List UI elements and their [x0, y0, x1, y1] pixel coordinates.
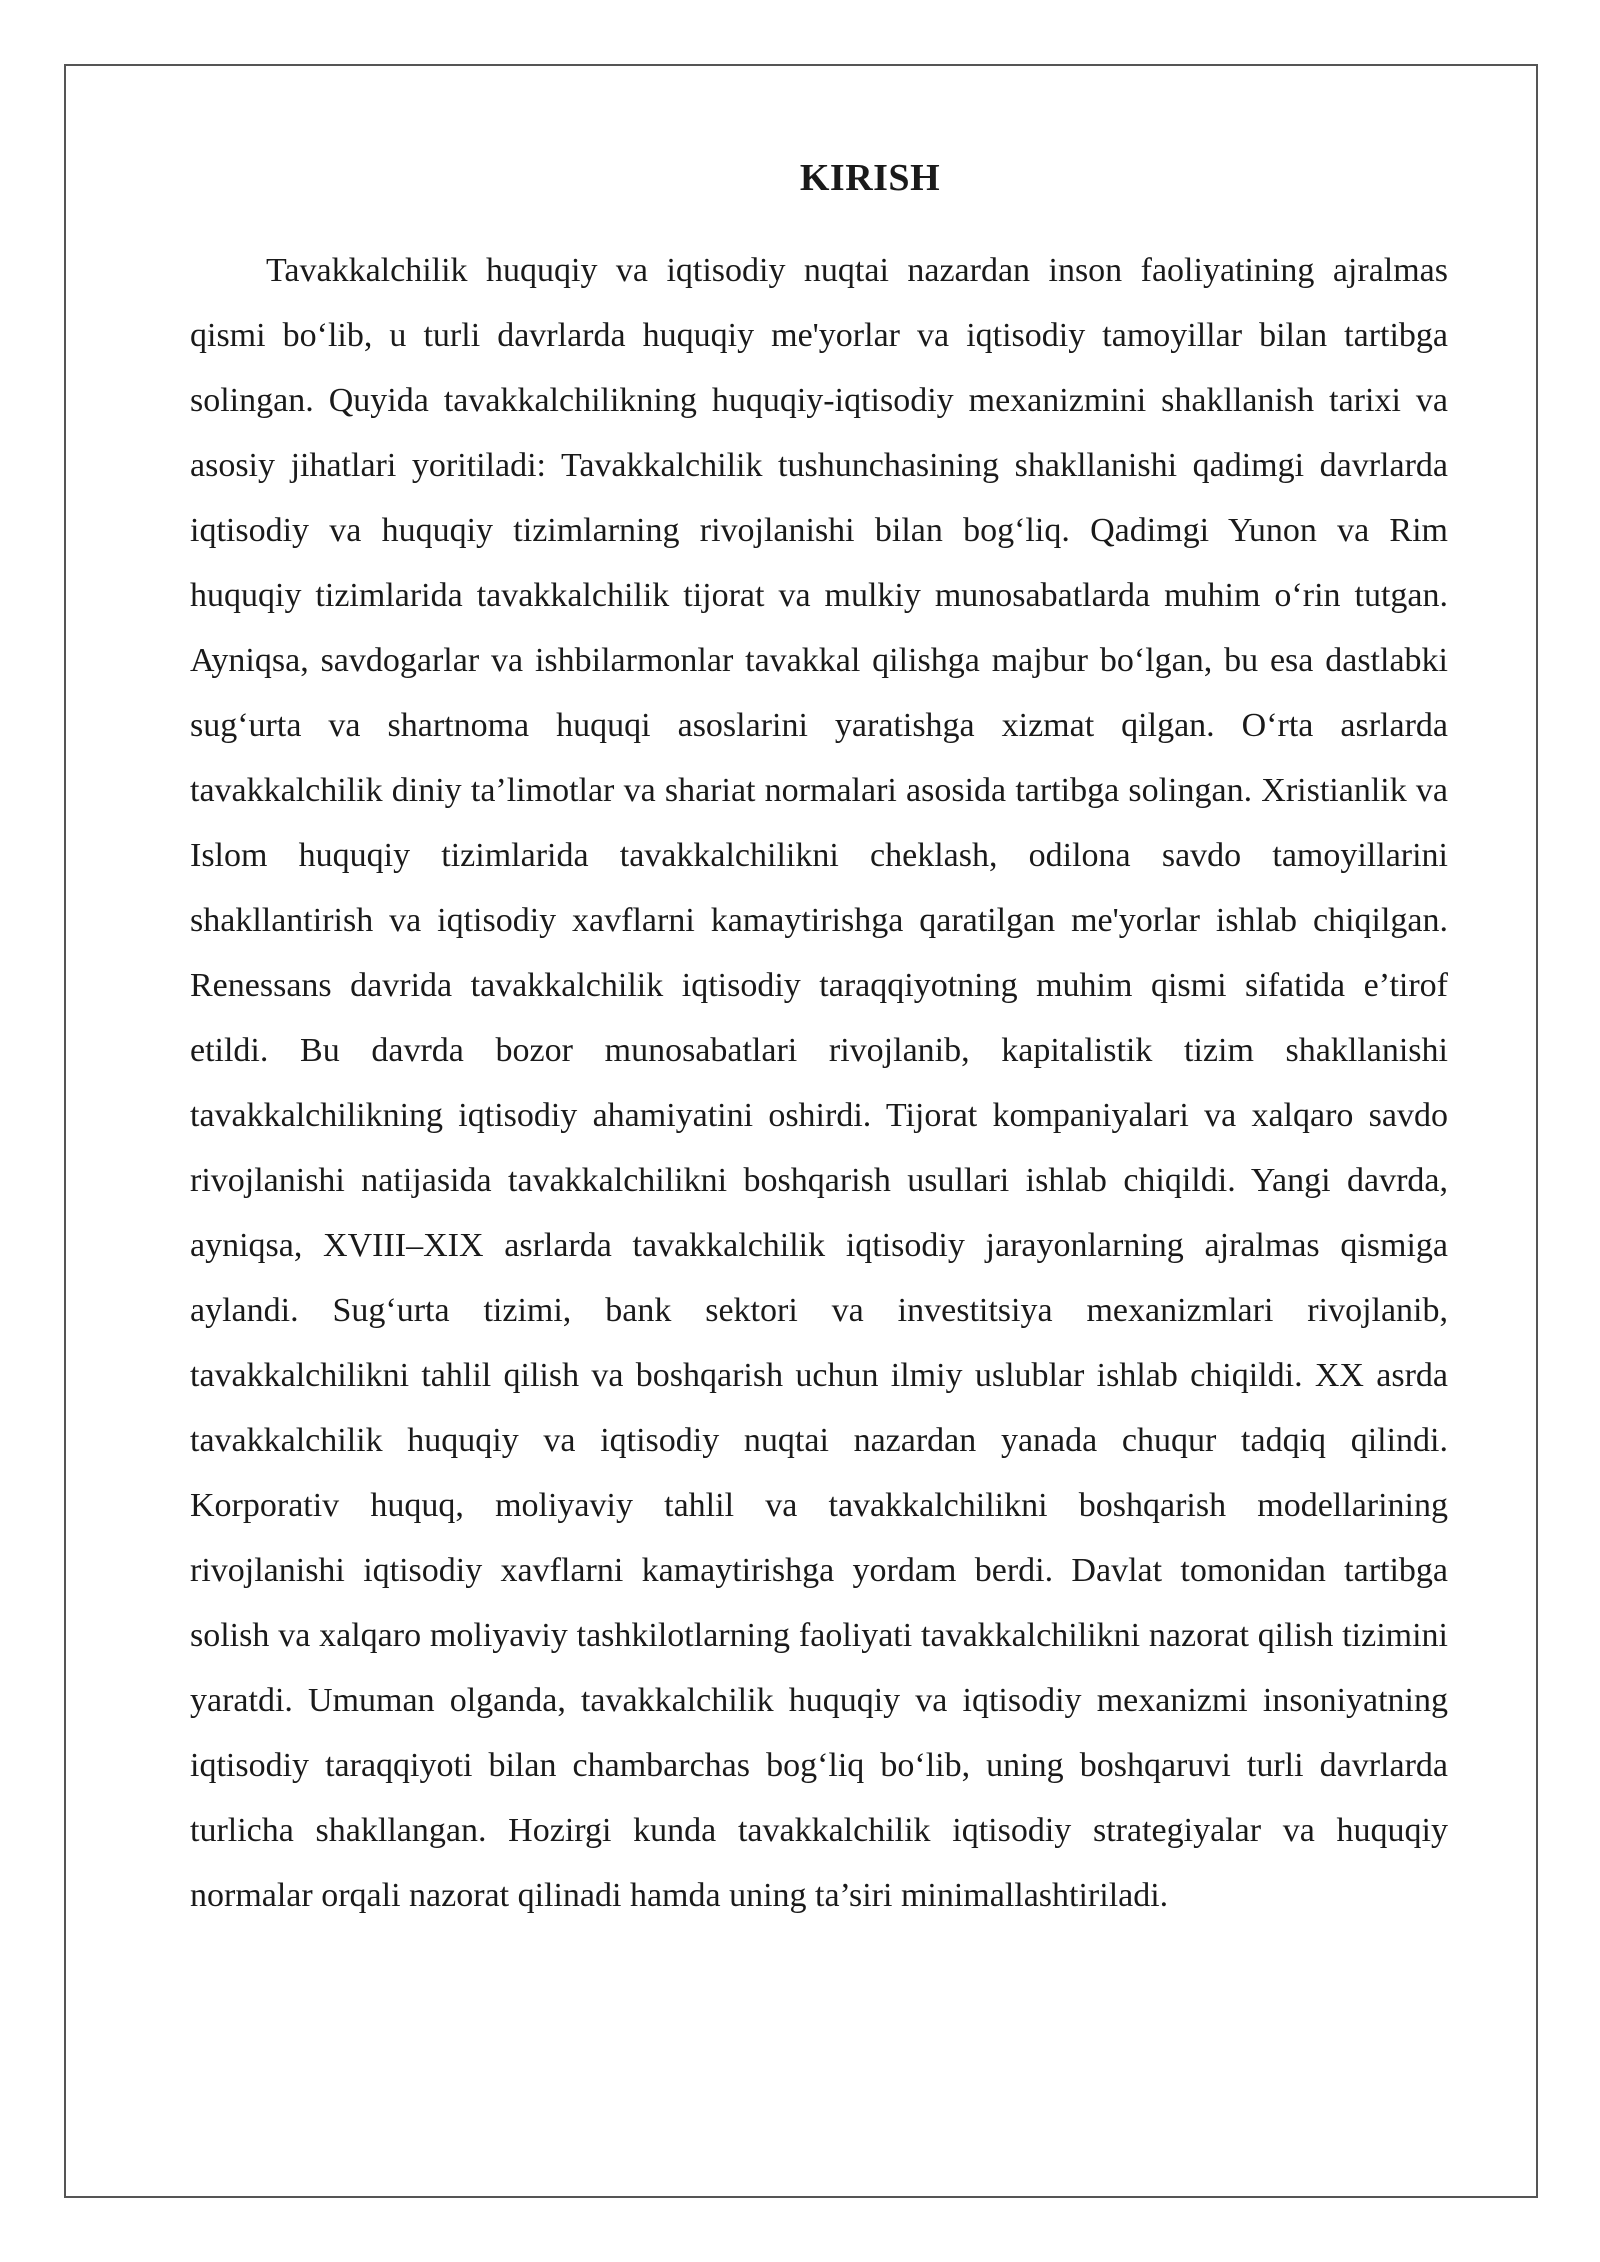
body-paragraph: Tavakkalchilik huquqiy va iqtisodiy nuqtai nazardan inson faoliyatining ajralmas qismi bo‘lib, u turli davrlarda huquqiy me'yorlar va iqtisodiy tamoyillar bilan tartibga solingan. Quyida tavakkalchilikning huquqiy-iqtisodiy mexanizmini shakllanish tarixi va asosiy jihatlari yoritiladi: Tavakkalchilik tushunchasining shakllanishi qadimgi davrlarda iqtisodiy va huquqiy tizimlarning rivojlanishi bilan bog‘liq. Qadimgi Yunon va Rim huquqiy tizimlarida tavakkalchilik tijorat va mulkiy munosabatlarda muhim o‘rin tutgan. Ayniqsa, savdogarlar va ishbilarmonlar tavakkal qilishga majbur bo‘lgan, bu esa dastlabki sug‘urta va shartnoma huquqi asoslarini yaratishga xizmat qilgan. O‘rta asrlarda tavakkalchilik diniy ta’limotlar va shariat normalari asosida tartibga solingan. Xristianlik va Islom huquqiy tizimlarida tavakkalchilikni cheklash, odilona savdo tamoyillarini shakllantirish va iqtisodiy xavflarni kamaytirishga qaratilgan me'yorlar ishlab chiqilgan. Renessans davrida tavakkalchilik iqtisodiy taraqqiyotning muhim qismi sifatida e’tirof etildi. Bu davrda bozor munosabatlari rivojlanib, kapitalistik tizim shakllanishi tavakkalchilikning iqtisodiy ahamiyatini oshirdi. Tijorat kompaniyalari va xalqaro savdo rivojlanishi natijasida tavakkalchilikni boshqarish usullari ishlab chiqildi. Yangi davrda, ayniqsa, XVIII–XIX asrlarda tavakkalchilik iqtisodiy jarayonlarning ajralmas qismiga aylandi. Sug‘urta tizimi, bank sektori va investitsiya mexanizmlari rivojlanib, tavakkalchilikni tahlil qilish va boshqarish uchun ilmiy uslublar ishlab chiqildi. XX asrda tavakkalchilik huquqiy va iqtisodiy nuqtai nazardan yanada chuqur tadqiq qilindi. Korporativ huquq, moliyaviy tahlil va tavakkalchilikni boshqarish modellarining rivojlanishi iqtisodiy xavflarni kamaytirishga yordam berdi. Davlat tomonidan tartibga solish va xalqaro moliyaviy tashkilotlarning faoliyati tavakkalchilikni nazorat qilish tizimini yaratdi. Umuman olganda, tavakkalchilik huquqiy va iqtisodiy mexanizmi insoniyatning iqtisodiy taraqqiyoti bilan chambarchas bog‘liq bo‘lib, uning boshqaruvi turli davrlarda turlicha shakllangan. Hozirgi kunda tavakkalchilik iqtisodiy strategiyalar va huquqiy normalar orqali nazorat qilinadi hamda uning ta’siri minimallashtiriladi. [190, 252, 1448, 1914]
page-title: KIRISH [799, 157, 941, 199]
